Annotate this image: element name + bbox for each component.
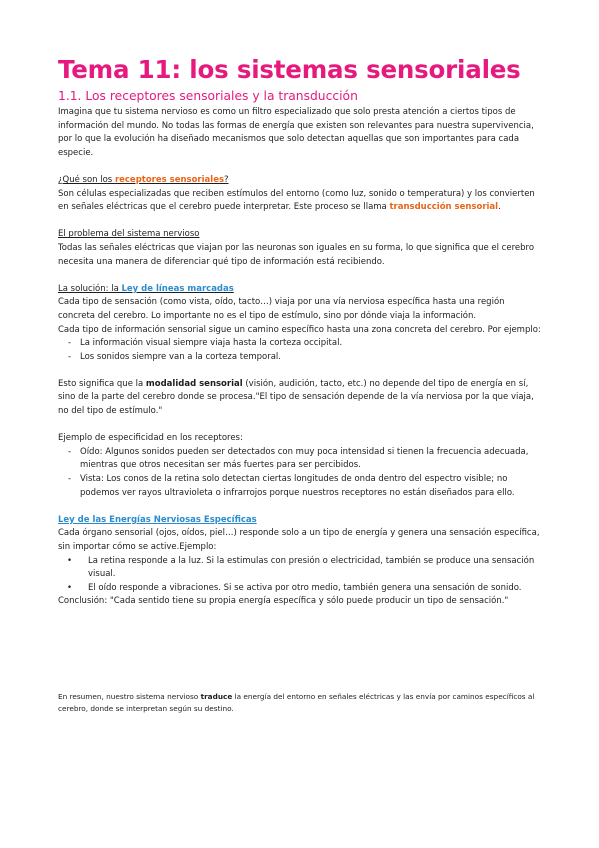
especificidad-heading: Ejemplo de especificidad en los receptores: [58,433,243,444]
energias-heading: Ley de las Energías Nerviosas Específicas [58,514,257,525]
solucion-heading: La solución: la Ley de líneas marcadas [58,283,234,294]
modalidad-term: modalidad sensorial [145,378,243,389]
especificidad-list [58,446,544,500]
intro-paragraph: Imagina que tu sistema nervioso es como un filtro especializado que solo presta atención a ciertos tipos de información del mundo. No todas las formas de energía que existen son relevantes para nuestra supervivencia, por lo que la evolución ha diseñado mecanismos que solo detectan aquellas que son importantes para cada especie. [58,107,534,158]
solucion-paragraph-2: Cada tipo de información sensorial sigue un camino específico hasta una zona concreta del cerebro. Por ejemplo: [58,324,541,335]
summary-paragraph: En resumen, nuestro sistema nervioso traduce la energía del entorno en señales eléctricas y las envía por caminos específicos al cerebro, donde se interpretan según su destino. [58,692,535,713]
receptores-heading: ¿Qué son los receptores sensoriales? [58,174,229,185]
problema-heading: El problema del sistema nervioso [58,229,200,240]
list-item: • La retina responde a la luz. Si la estimulas con presión o electricidad, también se produce una sensación visual. [66,555,544,582]
transduccion-term: transducción sensorial [389,202,499,213]
ley-lineas-marcadas-link: Ley de líneas marcadas [121,283,234,294]
list-item: - La información visual siempre viaja hasta la corteza occipital. [66,337,544,351]
list-item: - Los sonidos siempre van a la corteza temporal. [66,351,544,365]
receptores-term: receptores sensoriales [114,174,225,185]
problema-paragraph: Todas las señales eléctricas que viajan por las neuronas son iguales en su forma, lo que significa que el cerebro necesita una manera de diferenciar qué tipo de información está recibiendo. [58,242,535,267]
traduce-term: traduce [200,692,233,701]
energias-list [58,555,544,596]
list-item: - Oído: Algunos sonidos pueden ser detectados con muy poca intensidad si tienen la frecuencia adecuada, mientras que otros necesitan ser más fuertes para ser percibidos. [66,446,544,473]
list-item: - Vista: Los conos de la retina solo detectan ciertas longitudes de onda dentro del espectro visible; no podemos ver rayos ultravioleta o infrarrojos porque nuestros receptores no están diseñados para ello. [66,473,544,500]
section-subtitle: 1.1. Los receptores sensoriales y la transducción [58,89,358,103]
solucion-list [58,337,544,364]
energias-paragraph: Cada órgano sensorial (ojos, oídos, piel…) responde solo a un tipo de energía y genera una sensación específica, sin importar cómo se active.Ejemplo: [58,528,540,552]
document-body [58,106,544,609]
list-item: • El oído responde a vibraciones. Si se activa por otro medio, también genera una sensación de sonido. [66,582,544,596]
energias-conclusion: Conclusión: "Cada sentido tiene su propia energía específica y sólo puede producir un tipo de sensación." [58,596,509,607]
receptores-paragraph: Son células especializadas que reciben estímulos del entorno (como luz, sonido o temperatura) y los convierten en señales eléctricas que el cerebro puede interpretar. Este proceso se llama transducción sensorial. [58,188,535,213]
page-title: Tema 11: los sistemas sensoriales [58,55,521,84]
solucion-paragraph-1: Cada tipo de sensación (como vista, oído, tacto…) viaja por una vía nerviosa específica hasta una región concreta del cerebro. Lo importante no es el tipo de estímulo, sino por dónde viaja la información. [58,297,505,321]
modalidad-paragraph: Esto significa que la modalidad sensorial (visión, audición, tacto, etc.) no depende del tipo de energía en sí, sino de la parte del cerebro donde se procesa."El tipo de sensación depende de la vía nerviosa por la que viaja, no del tipo de estímulo." [58,378,534,417]
